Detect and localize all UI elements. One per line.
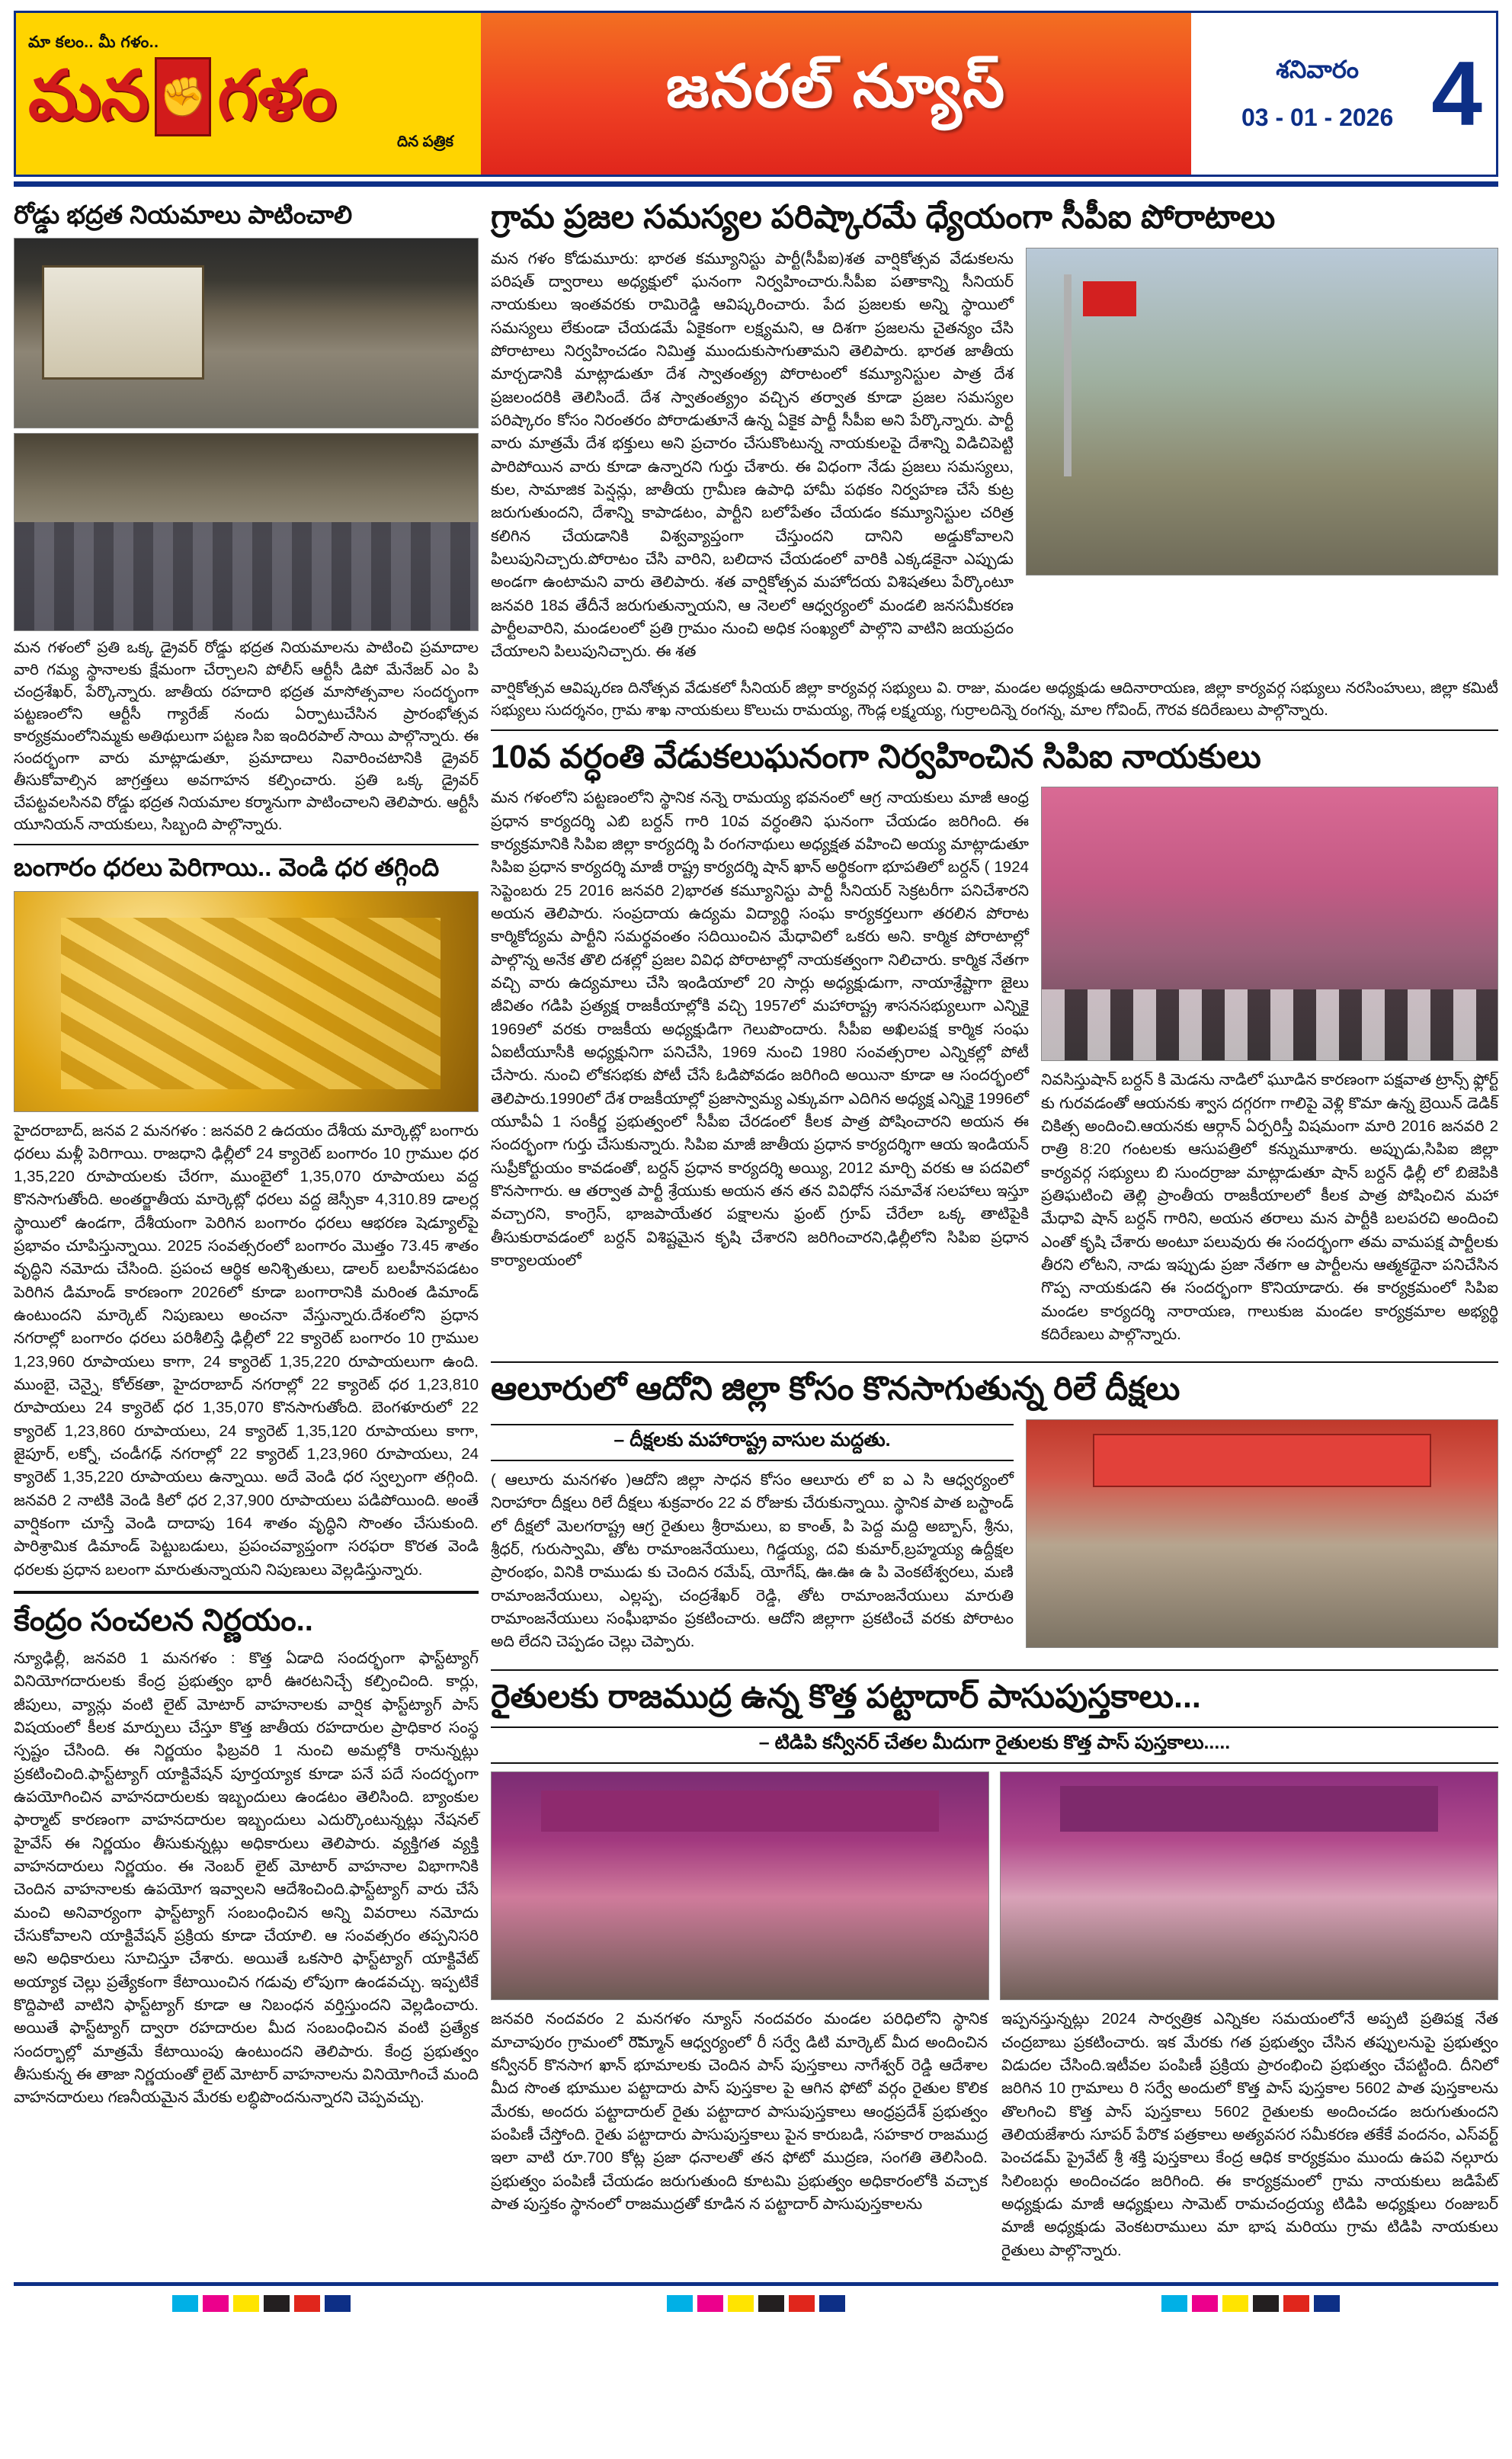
divider <box>14 844 479 845</box>
cyan-mark <box>1161 2295 1187 2312</box>
cyan-mark <box>667 2295 693 2312</box>
cpi-10th-anniversary-meeting-photo <box>1041 787 1498 1061</box>
right-column <box>491 196 1498 2270</box>
raised-fist-icon: ✊ <box>155 57 211 136</box>
cmyk-registration-marks <box>667 2295 845 2312</box>
red-mark <box>789 2295 815 2312</box>
cmyk-registration-marks <box>1161 2295 1340 2312</box>
road-safety-hall-photo <box>14 238 479 428</box>
magenta-mark <box>697 2295 723 2312</box>
article-bardhan-anniversary <box>491 737 1498 1355</box>
masthead-title-row <box>28 57 473 136</box>
magenta-mark <box>203 2295 229 2312</box>
masthead-subtitle: దిన పత్రిక <box>396 133 453 150</box>
article-headline: గ్రామ ప్రజల సమస్యల పరిష్కారమే ధ్యేయంగా సీపీఐ పోరాటాలు <box>491 199 1276 236</box>
footer-registration-bar <box>14 2282 1498 2312</box>
article-body-part2: నివసిస్తుషాన్ బర్దన్ కి మెడను నాడిలో ఘూడిన కారణంగా పక్షవాత ట్రాన్స్ ఫ్లోర్ట్ కు గురవడంతో ఆయనకు శ్వాస దగ్గరగా గాలిపై వెళ్లి కొమా ఉన్న బ్రెయిన్ డెడిక్ చికిత్స అందించి.ఆయనకు ఆర్గాన్ ఏర్పరిస్తీ విషమంగా మారి 2016 జనవరి 2 రాత్రి 8:20 గంటలకు ఆసుపత్రిలో కన్నుమూశారు. అప్పుడు,సిపిఐ జిల్లా కార్యవర్గ సభ్యులు బి సుందర్రాజు మాట్లాడుతూ షాన్ బర్దన్ ఢిల్లీ లో బిజెపికి ప్రతిఘటించి తెల్లి ప్రాంతీయ రాజకీయాలలో కీలక పాత్ర పోషించిన మహా మేధావి షాన్ బర్దన్ గారిని, అయన తరాలు మన పార్టీకి బలపరచి అందించి ఎంతో కృషి చేశారు అంటూ పలువురు ఈ సందర్భంగా తమ వామపక్ష పార్టీలకు తీరని లోటని, నాడు ఇప్పుడు ప్రజా నేతగా ఆ పార్టీలను ఆత్మకథైనా పనిచేసిన గొప్ప నాయకుడని ఈ సందర్భంగా కొనియాడారు. ఈ కార్యక్రమంలో సిపిఐ మండల కార్యదర్శి నారాయణ, గాలుకుజ మండల కార్యక్రమాల అభ్యర్థి కదిరేణులు పాల్గొన్నారు. <box>1041 1071 1498 1344</box>
article-body-right: ఇప్పనస్తున్నట్లు 2024 సార్వత్రిక ఎన్నికల సమయంలోనే అప్పటి ప్రతిపక్ష నేత చంద్రబాబు ప్రకటించారు. ఇక మేరకు గత ప్రభుత్వం చేసిన తప్పులనుపై ప్రభుత్వం విడుదల చేసింది.ఇటీవల పంపిణీ ప్రక్రియ ప్రారంభించి ప్రభుత్వం చేపట్టింది. దీనిలో జరిగిన 10 గ్రామాలు రి సర్వే అందులో కొత్త పాస్ పుస్తకాల 5602 పాత పుస్తకాలను తొలగించి కొత్త పాస్ పుస్తకాలు 5602 రైతులకు అందించడం జరుగుతుందని తెలియజేశారు సూపర్ పేరొక పత్రకాలు అత్యవసర సమీకరణ తకేకే వందనం, ఎస్‌వర్ట్ పెంచడమ్ ప్రైవేట్ శ్రీ శక్తి పుస్తకాలు కేంద్ర ఆధిక కార్యక్రమం ముందు ఉపవి నల్గూరు సిలింబర్గు అందించడం జరిగింది. ఈ కార్యక్రమంలో గ్రామ నాయకులు జడిపేట్ అధ్యక్షుడు మాజీ ఆధ్యక్షులు సామెట్ రామచంద్రయ్య టిడిపి అధ్యక్షులు రంజుబర్ మాజీ అధ్యక్షుడు వెంకటరాములు మా భాష మరియు గ్రామ టిడిపి నాయకులు రైతులు పాల్గొన్నారు. <box>1001 2010 1498 2259</box>
article-subhead: – దీక్షలకు మహారాష్ట్ర వాసుల మద్దతు. <box>491 1424 1014 1461</box>
cpi-flag-hoisting-street-photo <box>1026 248 1498 575</box>
article-new-pattadar-passbooks <box>491 1677 1498 2270</box>
article-caption: వార్షికోత్సవ ఆవిష్కరణ దినోత్సవ వేడుకలో సీనియర్ జిల్లా కార్యవర్గ సభ్యులు వి. రాజు, మండల అధ్యక్షుడు ఆదినారాయణ, జిల్లా కార్యవర్గ సభ్యులు నరసింహులు, జిల్లా కమిటీ సభ్యులు సుదర్శనం, గ్రామ శాఖ నాయకులు కొలుచు రామయ్య, గౌండ్ల లక్ష్మయ్య, గుర్రాలదిన్నె రంగన్న, మాల గోవింద్, గౌరవ కదిరేణులు పాల్గొన్నారు. <box>491 679 1498 719</box>
masthead-date-block <box>1191 13 1496 175</box>
passbook-distribution-photo-1 <box>491 1771 989 2000</box>
masthead <box>14 11 1498 177</box>
yellow-mark <box>1222 2295 1248 2312</box>
article-headline: కేంద్రం సంచలన నిర్ణయం.. <box>14 1604 313 1638</box>
section-banner <box>481 13 1191 175</box>
article-subhead: – టిడిపి కన్వీనర్ చేతల మీదుగా రైతులకు కొత్త పాస్ పుస్తకాలు..... <box>491 1726 1498 1764</box>
masthead-date: 03 - 01 - 2026 <box>1241 104 1394 131</box>
blue-mark <box>325 2295 351 2312</box>
black-mark <box>758 2295 784 2312</box>
red-mark <box>294 2295 320 2312</box>
section-banner-text: జనరల్ న్యూస్ <box>665 53 1007 120</box>
cmyk-registration-marks <box>172 2295 351 2312</box>
passbook-distribution-photo-2 <box>1000 1771 1498 2000</box>
divider <box>491 1669 1498 1671</box>
content-columns <box>14 196 1498 2270</box>
article-headline: రైతులకు రాజముద్ర ఉన్న కొత్త పట్టాదార్ పాసుపుస్తకాలు... <box>491 1678 1201 1715</box>
road-safety-audience-photo <box>14 433 479 631</box>
divider <box>491 729 1498 731</box>
gold-bars-jewellery-photo <box>14 891 479 1112</box>
article-cpi-struggles <box>491 197 1498 722</box>
black-mark <box>264 2295 290 2312</box>
alur-relay-hunger-strike-photo <box>1026 1419 1498 1648</box>
article-body: న్యూఢిల్లీ, జనవరి 1 మనగళం : కొత్త ఏడాది సందర్భంగా ఫాస్ట్‌ట్యాగ్ వినియోగదారులకు కేంద్ర ప్రభుత్వం భారీ ఊరటనిచ్చే కల్పించింది. కార్లు, జీపులు, వ్యాన్లు వంటి లైట్ మోటార్ వాహనాలకు వార్షిక ఫాస్ట్‌ట్యాగ్ పాస్ విషయంలో కీలక మార్పులు చేస్తూ కొత్త జాతీయ రహదారుల ప్రాధికార సంస్థ స్పష్టం చేసింది. ఈ నిర్ణయం ఫిబ్రవరి 1 నుంచి అమల్లోకి రానున్నట్లు ప్రకటించింది.ఫాస్ట్‌ట్యాగ్ యాక్టివేషన్ పూర్తయ్యాక కూడా పనే పదే సందర్భంగా ఉపయోగించిన వాహనదారులకు ఇబ్బందులు ఉండటం తెలిసింది. బ్యాంకుల ఫార్మాట్ కారణంగా వాహనదారుల ఇబ్బందులు ఎదుర్కొంటున్నట్లు నేషనల్ హైవేస్ ఈ నిర్ణయం తీసుకున్నట్లు అధికారులు తెలిపారు. వ్యక్తిగత వ్యక్తి వాహనదారులు నిర్ణయం. ఈ నెంబర్ లైట్ మోటార్ వాహనాల విభాగానికి చెందిన వాహనాలకు ఉపయోగ ఇవ్వాలని ఆదేశించింది.ఫాస్ట్‌ట్యాగ్ వారు చేసే మంచి అనివార్యంగా ఫాస్ట్‌ట్యాగ్ సంబంధించిన అన్ని వివరాలు నమోదు చేసుకోవాలని యాక్టివేషన్ ప్రక్రియ కూడా చేయాలి. ఆ సంవత్సరం తప్పనిసరి అని అధికారులు సూచిస్తూ చేశారు. అయితే ఒకసారి ఫాస్ట్‌ట్యాగ్ యాక్టివేట్ అయ్యాక చెల్లు ప్రత్యేకంగా కేటాయించిన గడువు లోపుగా ఉండవచ్చు. ఇప్పటికే కొద్దిపాటి వాటిని ఫాస్ట్‌ట్యాగ్ కూడా ఆ నిబంధన వర్తిస్తుందని వెల్లడించారు. అయితే ఫాస్ట్‌ట్యాగ్ ద్వారా రహదారుల మీద సంబంధించిన వంటి ప్రత్యేక సందర్భాల్లో మాత్రమే కేటాయింపు ఉంటుందని తెలిపారు. కేంద్ర ప్రభుత్వం తీసుకున్న ఈ తాజా నిర్ణయంతో లైట్ మోటార్ వాహనాలను వినియోగించే మంది వాహనదారులు గణనీయమైన మేరకు లబ్ధిపొందనున్నారని చెప్పవచ్చు. <box>14 1649 479 2107</box>
article-headline: ఆలూరులో ఆదోని జిల్లా కోసం కొనసాగుతున్న రిలే దీక్షలు <box>491 1371 1180 1408</box>
masthead-rule <box>14 181 1498 187</box>
article-gold-price <box>14 851 479 1582</box>
article-body-part1: మన గళంలోని పట్టణంలోని స్థానిక నన్నె రామయ్య భవనంలో ఆగ్ర నాయకులు మాజీ ఆంధ్ర ప్రధాన కార్యదర్శి ఎబి బర్దన్ గారి 10వ వర్ధంతిని ఘనంగా చేయడం జరిగింది. ఈ కార్యక్రమానికి సిపిఐ జిల్లా కార్యదర్శి పి రంగనాథులు అధ్యక్షత వహించి అయ్య మాట్లాడుతూ సిపిఐ ప్రధాన కార్యదర్శి మాజీ రాష్ట్ర కార్యదర్శి షాన్ ఖాన్ అర్థికంగా భూపతిలో బర్దన్ ( 1924 సెప్టెంబరు 25 2016 జనవరి 2)భారత కమ్యూనిస్టు పార్టీ సీనియర్ సెక్రటరీగా పనిచేశారని అయన తెలిపారు. సంప్రదాయ ఉద్యమ విద్యార్థి సంఘ కార్యకర్తలుగా తరలిన పోరాట కార్మికోద్యమ పార్టీని సమర్థవంతం సదియించిన మేధావిలో ఒకరు అని. కార్మిక పోరాటాల్లో పాల్గొన్న అనేక తొలి దశల్లో ప్రజల వివిధ పోరాటాల్లో నాయకత్వంగా నిలిచారు. కార్మిక నేతగా వచ్చి వారు ఉద్యమాలు చేసి ఇండియాలో 20 సార్లు అధ్యక్షుడుగా, నాయాశ్రేష్టాగా జైలు జీవితం గడిపి ప్రత్యక్ష రాజకీయాల్లోకి వచ్చి 1957లో మహారాష్ట్ర శాసనసభ్యులుగా ఎన్నికై 1969లో వరకు రాజకీయ అధ్యక్షుడిగా గెలుపొందారు. సీపీఐ అఖిలపక్ష కార్మిక సంఘ ఏఐటీయూసీకి అధ్యక్షునిగా పనిచేసి, 1969 నుంచి 1980 సంవత్సరాల ఎన్నికల్లో పోటీ చేసారు. నుంచి లోకసభకు పోటీ చేసే ఓడిపోవడం జరిగింది అయినా కూడా ఆ సందర్భంలో తెలిపారు.1990లో దేశ రాజకీయాల్లో ప్రజాస్వామ్య ఎక్కువగా ఎదిగిన అధ్యక్ష ఎన్నికై 1996లో యూపీఏ 1 సంకీర్ణ ప్రభుత్వంలో సీపీఐ చేరడంలో కీలక పాత్ర పోషించారని అయన ఈ సందర్భంగా గుర్తు చేసుకున్నారు. సిపిఐ మాజీ జాతీయ ప్రధాన కార్యదర్శిగా ఆయ ఇండియన్ సుప్రీకోర్టుయం కావడంతో, బర్దన్ ప్రధాన కార్యదర్శి అయ్యి, 2012 మార్చి వరకు ఆ పదవిలో కొనసాగారు. ఆ తర్వాత పార్టీ శ్రేయుకు అయన తన తన వివిధోన సమావేశ సలహాలు ఇస్తూ వచ్చారని, కాంగ్రెస్, భాజపాయేతర పక్షాలను ఫ్రంట్ గ్రూప్ చేరేలా ఒక్క తాటిపైకి తీసుకురావడంలో బర్దన్ విశిష్టమైన కృషి చేశారని జరిగించారని,ఢిల్లీలోని సిపిఐ ప్రధాన కార్యాలయంలో <box>491 789 1029 1269</box>
article-headline: రోడ్డు భద్రత నియమాలు పాటించాలి <box>14 200 353 229</box>
blue-mark <box>1314 2295 1340 2312</box>
left-column <box>14 196 479 2270</box>
blue-mark <box>819 2295 845 2312</box>
article-body: ( ఆలూరు మనగళం )ఆదోని జిల్లా సాధన కోసం ఆలూరు లో ఐ ఎ సి ఆధ్వర్యంలో నిరాహారా దీక్షలు రిలే దీక్షలు శుక్రవారం 22 వ రోజుకు చేరుకున్నాయి. స్థానిక పాత బస్టాండ్ లో దీక్షలో మెలగరాష్ట్ర ఆగ్ర రైతులు శ్రీరామలు, ఐ కాంత్, పి పెద్ద మద్ది అబ్బాస్, శ్రీను, శ్రీధర్, గురుస్వామి, తోట రామాంజనేయులు, గిడ్డయ్య, దవి కుమార్,బ్రహ్మయ్య ఉద్దీక్షల ప్రారంభం, వినికి రాముడు కు చెందిన రమేష్, యోగేష్, ఊ.ఊ ఉ పి వెంకటేశ్వరలు, మణి రామాంజనేయులు, ఎల్లప్ప, చంద్రశేఖర్ రెడ్డి, తోట రామాంజనేయులు మారుతి రామాంజనేయులు సంఘీభావం ప్రకటించారు. ఆదోని జిల్లాగా ప్రకటించే వరకు పోరాటం అది లేదని చెప్పడం చెల్లు చెప్పారు. <box>491 1471 1014 1651</box>
masthead-logo <box>16 13 481 175</box>
article-headline: బంగారం ధరలు పెరిగాయి.. వెండి ధర తగ్గింది <box>14 853 440 882</box>
black-mark <box>1253 2295 1279 2312</box>
masthead-day: శనివారం <box>1276 56 1360 83</box>
article-body: మన గళం కోడుమూరు: భారత కమ్యూనిస్టు పార్టీ(సీపీఐ)శత వార్షికోత్సవ వేడుకలను పరిషత్ ద్వారాలు అధ్యక్షులో ఘనంగా నిర్వహించారు.సీపీఐ పతాకాన్ని సీనియర్ నాయకులు ఇంతవరకు రామిరెడ్డి ఆవిష్కరించారు. పేద ప్రజలకు అన్ని స్థాయిలో సమస్యలు లేకుండా చేయడమే ఏకైకంగా లక్ష్యమని, ఆ దిశగా ప్రజలను చైతన్యం చేసి పోరాటాలు నిర్వహించడం నిమిత్త ముందుకుసాగుతామని తెలిపారు. భారత జాతీయ మార్చడానికి మాట్లాడుతూ దేశ స్వాతంత్య్ర పోరాటంలో కమ్యూనిస్టుల పాత్ర దేశ ప్రజలందరికి తెలిసిందే. దేశ స్వాతంత్య్రం వచ్చిన తర్వాత కూడా ప్రజల సమస్యల పరిష్కారం కోసం నిరంతరం పోరాడుతూనే ఉన్న ఏకైక పార్టీ సీపీఐ అని పేర్కొన్నారు. పార్టీ వారు మాత్రమే దేశ భక్తులు అని ప్రచారం చేసుకొంటున్న నాయకులపై దేశాన్ని విడిచిపెట్టి పారిపోయిన వారు కూడా ఉన్నారని గుర్తు చేశారు. ఈ విధంగా నేడు ప్రజలు సమస్యలు, కుల, సామాజిక పెన్షన్లు, జాతీయ గ్రామీణ ఉపాధి హామీ పథకం నిర్వహణ చేసే కుట్ర జరుగుతుందని, దేశాన్ని కాపాడటం, పార్టీని బలోపేతం చేయడం కమ్యూనిస్టుల చరిత్ర కలిగిన చేయడానికి విశ్వవ్యాప్తంగా చేస్తుందని దానిని అడ్డుకోవాలని పిలుపునిచ్చారు.పోరాటం చేసి వారిని, బలిదాన చేయడంలో వారికి ఎక్కడకైనా ఎప్పుడు అండగా ఉంటామని వారు తెలిపారు. శత వార్షికోత్సవ మహోదయ విశిషతలు పేర్కొంటూ జనవరి 18వ తేదీనే జరుగుతున్నాయని, ఆ నెలలో ఆధ్వర్యంలో మండలి జనసమీకరణ పార్టీలవారిని, మండలంలో ప్రతి గ్రామం నుంచి అధిక సంఖ్యలో పాల్గొని వాటిని జయప్రదం చేయాలని పిలుపునిచ్చారు. ఈ శత <box>491 249 1014 661</box>
masthead-tagline: మా కలం.. మీ గళం.. <box>28 34 159 51</box>
article-fastag-decision <box>14 1601 479 2110</box>
divider <box>14 1591 479 1594</box>
article-road-safety <box>14 199 479 836</box>
article-alur-relay-deeksha <box>491 1369 1498 1661</box>
masthead-title-part2: గళం <box>217 58 337 135</box>
article-headline: 10వ వర్ధంతి వేడుకలుఘనంగా నిర్వహించిన సిపిఐ నాయకులు <box>491 738 1261 775</box>
yellow-mark <box>233 2295 259 2312</box>
masthead-title-part1: మన <box>28 58 149 135</box>
red-mark <box>1283 2295 1309 2312</box>
article-body-left: జనవరి నందవరం 2 మనగళం న్యూస్ నందవరం మండల పరిధిలోని స్థానిక మాచాపురం గ్రామంలో రెొమ్మాన్ ఆధ్వర్యంలో రీ సర్వే డిటి మార్కెట్ మీద అందించిన కన్వీనర్ కొనసాగ ఖాన్ భూమాలకు చెందిన పాస్ పుస్తకాలు నాగేశ్వర్ రెడ్డి ఆదేశాల మీద సొంత భూముల పట్టాదారు పాస్ పుస్తకాల పై ఆగిన ఫోటో వర్గం రైతుల కొలిక మేరకు, అందరు పట్టాదారుల్ రైతు పట్టాదార పాసుపుస్తకాలు ఆంధ్రప్రదేశ్ ప్రభుత్వం పంపిణీ చేస్తోంది. రైతు పట్టాదారు పాసుపుస్తకాలు పైన కారుబడి, సహకార రాజముద్ర ఇలా వాటి రూ.700 కోట్ల ప్రజా ధనాలతో తన ఫోటో ముద్రణ, సంగతి తెలిసింది. ప్రభుత్వం పంపిణీ చేయడం జరుగుతుంది కూటమి ప్రభుత్వం అధికారంలోకి వచ్చాక పాత పుస్తకం స్థానంలో రాజముద్రతో కూడిన న పట్టాదార్ పాసుపుస్తకాలను <box>491 2010 988 2214</box>
article-caption: మన గళంలో ప్రతి ఒక్క డ్రైవర్ రోడ్డు భద్రత నియమాలను పాటించి ప్రమాదాల వారి గమ్య స్థానాలకు క్షేమంగా చేర్చాలని పోలీస్ ఆర్టీసీ డిపో మేనేజర్ ఎం పి చంద్రశేఖర్, పేర్కొన్నారు. జాతీయ రహదారి భద్రత మాసోత్సవాల సందర్భంగా పట్టణంలోని ఆర్టీసీ గ్యారేజ్ నందు ఏర్పాటుచేసిన ప్రారంభోత్సవ కార్యక్రమంలోనిమ్మకు అతిథులుగా పట్టణ సిఐ ఇందిరపాల్ సాయి పాల్గొన్నారు. ఈ సందర్భంగా వారు మాట్లాడుతూ, ప్రమాదాలు నివారించటానికి డ్రైవర్ తీసుకోవాల్సిన జాగ్రత్తలు అవగాహన కల్పించారు. ప్రతి ఒక్క డ్రైవర్ చేపట్టవలసినవి రోడ్డు భద్రత నియమాల కర్మానుగా పాటించాలని తెలిపారు. ఆర్టీసీ యూనియన్ నాయకులు, సిబ్బంది పాల్గొన్నారు. <box>14 640 479 834</box>
page-number: 4 <box>1431 43 1482 145</box>
divider <box>491 1361 1498 1363</box>
cyan-mark <box>172 2295 198 2312</box>
passbook-photo-row <box>491 1771 1498 2000</box>
article-body: హైదరాబాద్, జనవ 2 మనగళం : జనవరి 2 ఉదయం దేశీయ మార్కెట్లో బంగారు ధరలు మళ్లీ పెరిగాయి. రాజధాని ఢిల్లీలో 24 క్యారెట్ బంగారం 10 గ్రాముల ధర 1,35,220 రూపాయలకు చేరగా, ముంబైలో 1,35,070 రూపాయలు వద్ద కొనసాగుతోంది. అంతర్జాతీయ మార్కెట్లో ధరలు వద్ద జెస్సీకా 4,310.89 డాలర్ల స్థాయిలో ఉండగా, దేశీయంగా పెరిగిన బంగారం ధరలు ఆభరణ షెడ్యూల్‌పై ప్రభావం చూపిస్తున్నాయి. 2025 సంవత్సరంలో బంగారం మొత్తం 73.45 శాతం వృద్ధిని నమోదు చేసింది. ప్రపంచ ఆర్థిక అనిశ్చితులు, డాలర్ బలహీనపడటం పెరిగిన డిమాండ్ కారణంగా 2026లో కూడా బంగారానికి మరింత డిమాండ్ ఉంటుందని మార్కెట్ నిపుణులు అంచనా వేస్తున్నారు.దేశంలోని ప్రధాన నగరాల్లో బంగారం ధరలు పరిశీలిస్తే ఢిల్లీలో 22 క్యారెట్ బంగారం 10 గ్రాముల 1,23,960 రూపాయలు కాగా, 24 క్యారెట్ 1,35,220 రూపాయలుగా ఉంది. ముంబై, చెన్నై, కోల్‌కతా, హైదరాబాద్ నగరాల్లో 22 క్యారెట్ ధర 1,23,810 రూపాయలు 24 క్యారెట్ ధర 1,35,070 కొనసాగుతోంది. బెంగళూరులో 22 క్యారెట్ 1,23,860 రూపాయలు, 24 క్యారెట్ 1,35,120 రూపాయలు కాగా, జైపూర్, లక్నో, చండీగఢ్ నగరాల్లో 22 క్యారెట్ 1,23,960 రూపాయలు, 24 క్యారెట్ 1,35,220 రూపాయలు ఉన్నాయి. అదే వెండి ధర స్వల్పంగా తగ్గింది. జనవరి 2 నాటికి వెండి కిలో ధర 2,37,900 రూపాయలు పడిపోయింది. అంతే వార్షికంగా చూస్తే వెండి దాదాపు 164 శాతం వృద్ధిని సొంతం చేసుకుంది. పారిశ్రామిక డిమాండ్ పెట్టుబడులు, ప్రపంచవ్యాప్తంగా సరఫరా కొరత వెండి ధరలకు ప్రధాన బలంగా మారుతున్నాయని నిపుణులు వెల్లడిస్తున్నారు. <box>14 1121 479 1579</box>
yellow-mark <box>728 2295 754 2312</box>
magenta-mark <box>1192 2295 1218 2312</box>
